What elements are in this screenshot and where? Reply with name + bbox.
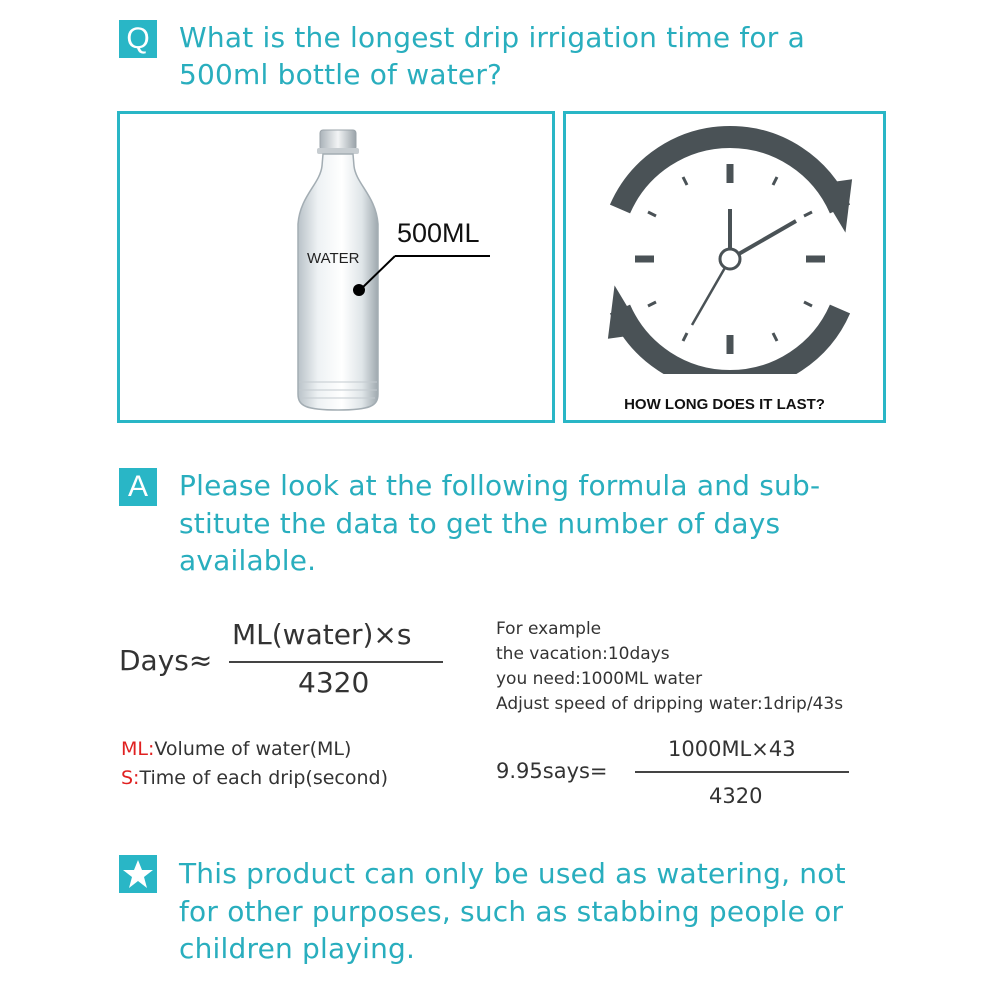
clock-caption: HOW LONG DOES IT LAST? (624, 396, 825, 413)
legend-s (121, 767, 388, 789)
question-line-2: 500ml bottle of water? (179, 58, 503, 91)
formula-numerator: ML(water)×s (232, 618, 412, 651)
answer-line-1: Please look at the following formula and sub- (179, 469, 821, 502)
result-denominator: 4320 (709, 784, 763, 808)
formula-lhs: Days≈ (119, 644, 213, 677)
example-line-4: Adjust speed of dripping water:1drip/43s (496, 694, 844, 714)
water-label: WATER (307, 250, 360, 267)
answer-badge: A (119, 468, 157, 506)
result-lhs: 9.95says= (496, 759, 608, 783)
formula-fraction-bar (229, 661, 443, 663)
star-icon (119, 855, 157, 893)
legend-s-key: S: (121, 767, 140, 789)
formula-denominator: 4320 (298, 666, 370, 699)
note-line-3: children playing. (179, 932, 416, 965)
clock-icon (566, 114, 883, 374)
legend-s-desc: Time of each drip(second) (139, 767, 389, 789)
bottle-panel (117, 111, 555, 423)
note-line-2: for other purposes, such as stabbing people or (179, 895, 844, 928)
legend-ml-desc: Volume of water(ML) (154, 738, 352, 760)
answer-line-2: stitute the data to get the number of days (179, 507, 781, 540)
result-fraction-bar (635, 771, 849, 773)
clock-panel (563, 111, 886, 423)
result-numerator: 1000ML×43 (668, 737, 796, 761)
question-line-1: What is the longest drip irrigation time for a (179, 21, 805, 54)
water-bottle-image (120, 114, 552, 420)
question-badge: Q (119, 20, 157, 58)
legend-ml (121, 738, 351, 760)
volume-label: 500ML (397, 218, 480, 248)
legend-ml-key: ML: (121, 738, 155, 760)
note-line-1: This product can only be used as watering, not (179, 857, 846, 890)
example-line-3: you need:1000ML water (496, 669, 703, 689)
answer-line-3: available. (179, 544, 317, 577)
note-badge (119, 855, 157, 893)
example-line-1: For example (496, 619, 602, 639)
example-line-2: the vacation:10days (496, 644, 670, 664)
